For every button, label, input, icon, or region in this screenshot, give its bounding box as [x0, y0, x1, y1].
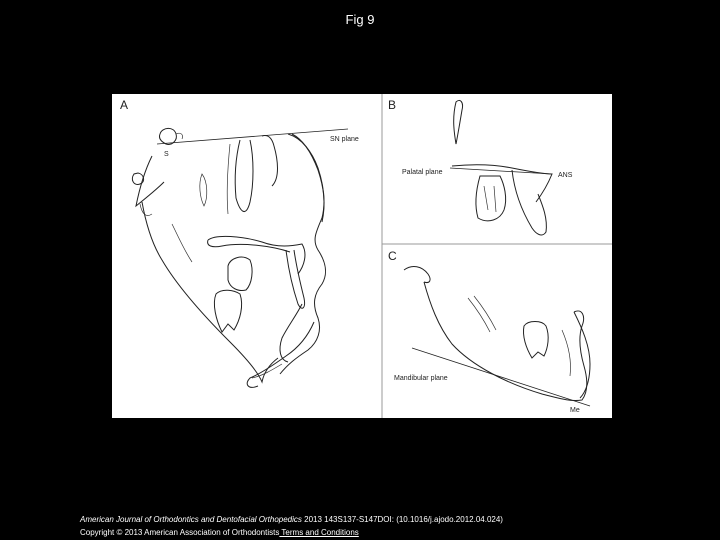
maxilla-contour	[208, 236, 305, 274]
mandibular-plane-label: Mandibular plane	[394, 375, 448, 382]
journal-name: American Journal of Orthodontics and Dentofacial Orthopedics	[80, 515, 302, 524]
slide-title: Fig 9	[345, 12, 375, 27]
molar-outline-b	[476, 176, 506, 221]
orbit-sliver	[454, 100, 463, 144]
panel-a	[120, 98, 359, 387]
figure-drawing	[112, 94, 612, 418]
canal-contour-c-2	[474, 296, 496, 330]
panel-a-letter: A	[120, 98, 129, 112]
mandible-ramus-body	[142, 202, 278, 382]
clivus-contour	[136, 156, 164, 206]
upper-incisor	[286, 250, 305, 308]
palate-outline-b	[452, 165, 552, 202]
citation-doi: 2013 143S137-S147DOI: (10.1016/j.ajodo.2012.04.024)	[301, 515, 503, 524]
condyle-contour	[404, 267, 430, 283]
menton-contour	[252, 364, 282, 378]
upper-molar	[228, 257, 252, 290]
canal-contour-c	[468, 298, 490, 332]
panel-b	[388, 98, 573, 235]
cephalometric-figure	[112, 94, 612, 418]
lower-incisor-c	[562, 330, 571, 376]
panel-c	[388, 249, 590, 414]
menton-label: Me	[570, 407, 580, 414]
molar-roots-b	[484, 186, 496, 212]
lower-incisor	[280, 304, 302, 362]
palatal-plane-line	[450, 168, 552, 174]
sella-contour	[159, 128, 176, 144]
citation-line	[80, 513, 503, 526]
panel-b-letter: B	[388, 98, 397, 112]
terms-link[interactable]: Terms and Conditions	[279, 528, 359, 537]
incisor-outline-b	[512, 170, 546, 235]
pterygoid-plate-contour	[200, 174, 207, 206]
copyright-line	[80, 526, 503, 539]
sn-plane-label: SN plane	[330, 136, 359, 143]
ans-label: ANS	[558, 172, 573, 179]
basion-contour	[140, 204, 152, 216]
sn-plane-line	[157, 129, 348, 144]
ptm-fissure-contour	[235, 140, 253, 212]
mandibular-canal	[172, 224, 192, 262]
clinoid-contour	[176, 133, 183, 139]
orbit-contour	[262, 135, 278, 186]
nasal-bone-contour	[292, 134, 324, 222]
panel-c-letter: C	[388, 249, 397, 263]
maxillary-sinus-contour	[227, 144, 230, 214]
lower-molar	[214, 290, 241, 332]
sella-label: S	[164, 151, 169, 158]
mandible-outline-c	[424, 282, 587, 401]
copyright-text: Copyright © 2013 American Association of Orthodontists	[80, 528, 280, 537]
molar-outline-c	[523, 322, 548, 359]
palatal-plane-label: Palatal plane	[402, 169, 443, 176]
figure-footer	[80, 513, 503, 539]
